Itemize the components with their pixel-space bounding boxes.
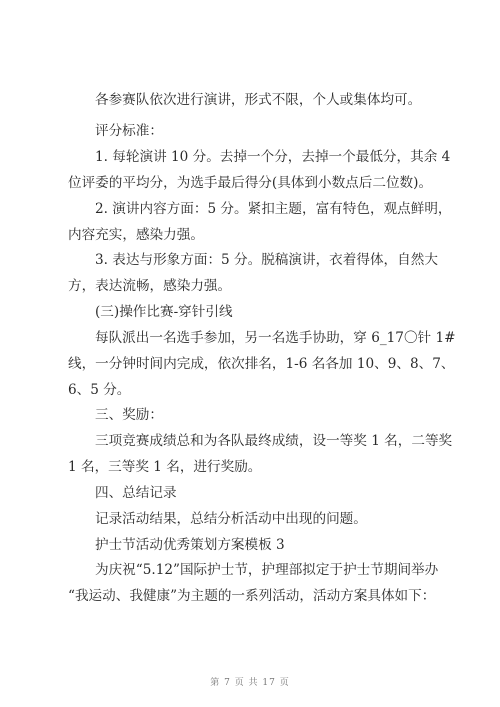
section-heading: 三、奖励： xyxy=(95,407,163,423)
body-text-line: 1 名，三等奖 1 名，进行奖励。 xyxy=(68,459,262,475)
body-text-line: 记录活动结果，总结分析活动中出现的问题。 xyxy=(95,511,367,527)
section-heading: 四、总结记录 xyxy=(95,485,177,501)
body-text-line: 各参赛队依次进行演讲，形式不限，个人或集体均可。 xyxy=(95,92,422,108)
section-heading: 护士节活动优秀策划方案模板 3 xyxy=(95,537,285,553)
body-text-line: 3. 表达与形象方面：5 分。脱稿演讲，衣着得体，自然大 xyxy=(95,252,438,268)
section-heading: (三)操作比赛-穿针引线 xyxy=(95,304,233,320)
body-text-line: 为庆祝“5.12”国际护士节，护理部拟定于护士节期间举办 xyxy=(95,562,439,578)
section-heading: 评分标准： xyxy=(95,123,163,139)
body-text-line: 线，一分钟时间内完成，依次排名，1-6 名各加 10、9、8、7、 xyxy=(68,356,455,372)
body-text-line: 内容充实，感染力强。 xyxy=(68,227,204,243)
body-text-line: 每队派出一名选手参加，另一名选手协助，穿 6_17〇针 1# xyxy=(95,330,456,346)
body-text-line: 方，表达流畅，感染力强。 xyxy=(68,278,232,294)
body-text-line: 1. 每轮演讲 10 分。去掉一个分，去掉一个最低分，其余 4 xyxy=(95,149,451,165)
body-text-line: 6、5 分。 xyxy=(68,382,131,398)
body-text-line: 位评委的平均分，为选手最后得分(具体到小数点后二位数)。 xyxy=(68,175,433,191)
body-text-line: 三项竞赛成绩总和为各队最终成绩，设一等奖 1 名，二等奖 xyxy=(95,433,453,449)
page-number-footer: 第 7 页 共 17 页 xyxy=(210,678,290,688)
body-text-line: “我运动、我健康”为主题的一系列活动，活动方案具体如下： xyxy=(68,588,436,604)
body-text-line: 2. 演讲内容方面：5 分。紧扣主题，富有特色，观点鲜明， xyxy=(95,201,452,217)
